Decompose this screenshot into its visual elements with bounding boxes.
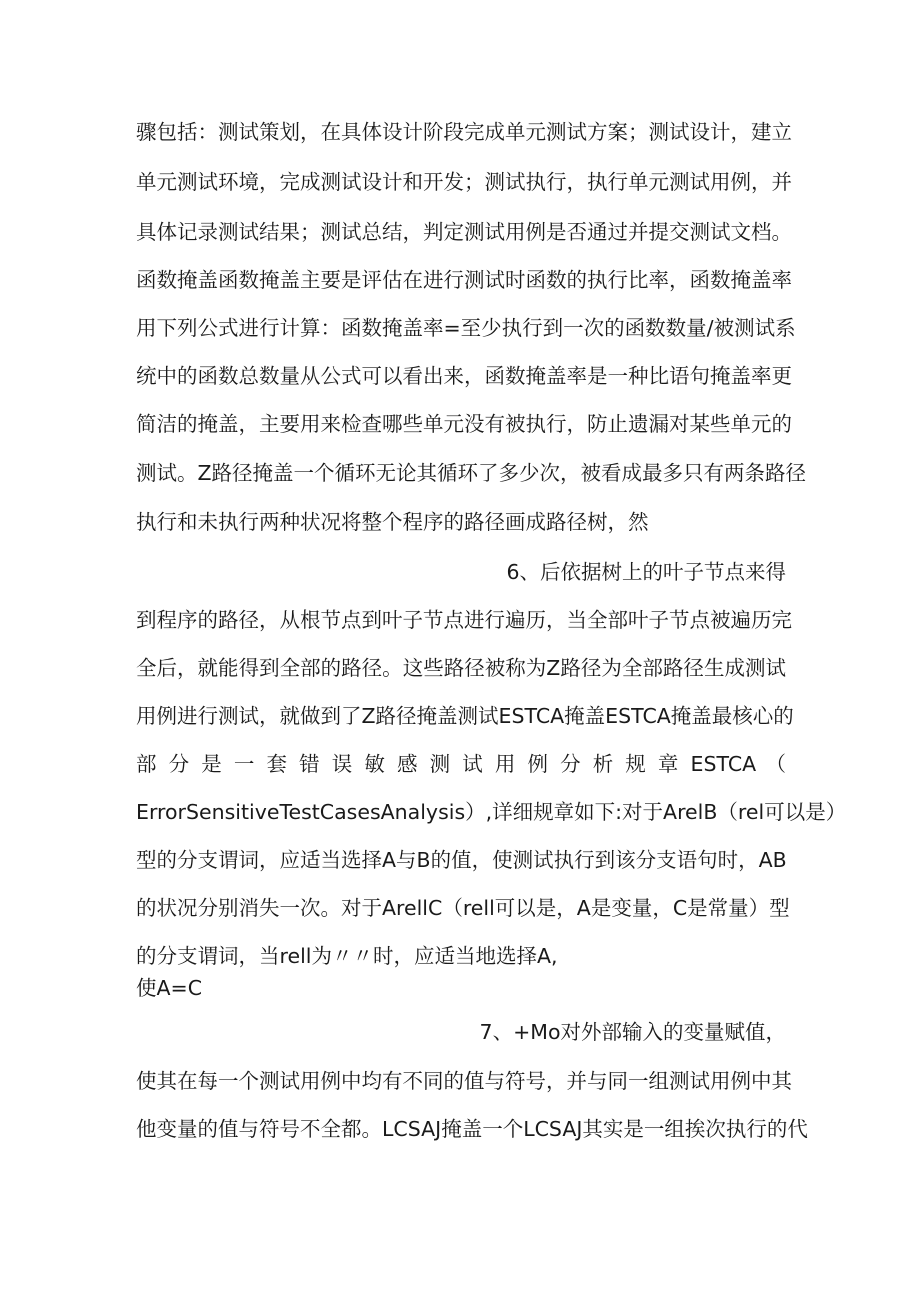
text-line: 使其在每一个测试用例中均有不同的值与符号，并与同一组测试用例中其 <box>136 1069 792 1093</box>
text-line: 到程序的路径，从根节点到叶子节点进行遍历，当全部叶子节点被遍历完 <box>136 608 792 632</box>
text-line: 简洁的掩盖，主要用来检查哪些单元没有被执行，防止遗漏对某些单元的 <box>136 412 792 436</box>
text-line: 型的分支谓词，应适当选择A与B的值，使测试执行到该分支语句时，AB <box>136 848 787 872</box>
text-line: 用例进行测试，就做到了Z路径掩盖测试ESTCA掩盖ESTCA掩盖最核心的 <box>136 704 794 728</box>
text-line: 单元测试环境，完成测试设计和开发；测试执行，执行单元测试用例，并 <box>136 170 792 194</box>
text-line: 部 分 是 一 套 错 误 敏 感 测 试 用 例 分 析 规 章 ESTCA （ <box>136 752 786 776</box>
text-line: 他变量的值与符号不全都。LCSAJ掩盖一个LCSAJ其实是一组挨次执行的代 <box>136 1117 808 1141</box>
text-line: 具体记录测试结果；测试总结，判定测试用例是否通过并提交测试文档。 <box>136 220 792 244</box>
text-line: 统中的函数总数量从公式可以看出来，函数掩盖率是一种比语句掩盖率更 <box>136 364 792 388</box>
text-line: 全后，就能得到全部的路径。这些路径被称为Z路径为全部路径生成测试 <box>136 656 786 680</box>
text-line: 骤包括：测试策划，在具体设计阶段完成单元测试方案；测试设计，建立 <box>136 120 792 144</box>
text-line: ErrorSensitiveTestCasesAnalysis）,详细规章如下:对于ArelB（rel可以是） <box>136 800 847 824</box>
numbered-paragraph-start: 7、+Mo对外部输入的变量赋值， <box>479 1020 786 1044</box>
text-line: 执行和未执行两种状况将整个程序的路径画成路径树，然 <box>136 510 649 534</box>
numbered-paragraph-start: 6、后依据树上的叶子节点来得 <box>506 560 786 584</box>
text-line: 的分支谓词，当rell为〃〃时，应适当地选择A, <box>136 944 558 968</box>
text-line: 测试。Z路径掩盖一个循环无论其循环了多少次，被看成最多只有两条路径 <box>136 461 807 485</box>
text-line: 函数掩盖函数掩盖主要是评估在进行测试时函数的执行比率，函数掩盖率 <box>136 268 792 292</box>
text-line: 使A=C <box>136 976 203 1000</box>
text-line: 用下列公式进行计算：函数掩盖率=至少执行到一次的函数数量/被测试系 <box>136 316 796 340</box>
text-line: 的状况分别消失一次。对于ArellC（rell可以是，A是变量，C是常量）型 <box>136 896 790 920</box>
